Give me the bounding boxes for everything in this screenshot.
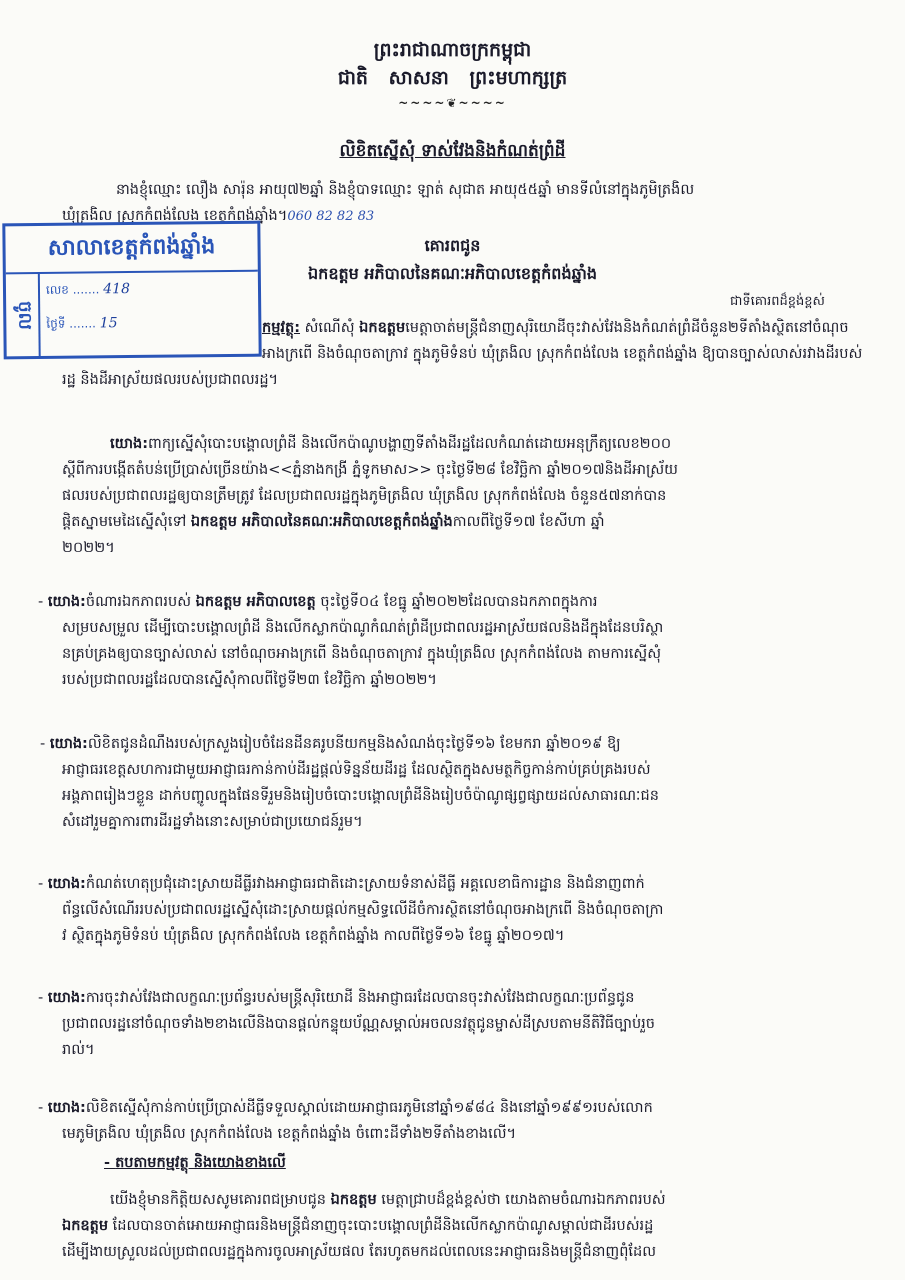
ref4-label: យោង: [47, 876, 86, 892]
stamp-office: សាលាខេត្តកំពង់ឆ្នាំង [5, 224, 257, 275]
ref4-line-3: វ ស្ថិតក្នុងភូមិទំនប់ ឃុំត្រងិល ស្រុកកំពង់លែង ខេត្តកំពង់ឆ្នាំង កាលពីថ្ងៃទី១៦ ខែធ្នូ ឆ្នាំ២០១៧។ [62, 928, 565, 944]
stamp-date-label: ថ្ងៃទី [46, 316, 66, 331]
intro-line-1: នាងខ្ញុំឈ្មោះ លឿង សារ៉ុន អាយុ៧២ឆ្នាំ និងខ្ញុំបាទឈ្មោះ ឡាត់ សុជាត អាយុ៥៥ឆ្នាំ មានទីលំនៅក្នុងភូមិត្រងិល [116, 182, 695, 198]
stamp-date-row: ថ្ងៃទី ....... 15 [46, 315, 118, 332]
recipient-note: ជាទីគោរពដ៏ខ្ពង់ខ្ពស់ [730, 294, 825, 309]
ref2-line-3: នគ្រប់គ្រងឲ្យបានច្បាស់លាស់ នៅចំណុចអាងក្រពើ និងចំណុចតាក្រាវ ក្នុងឃុំត្រងិល ស្រុកកំពង់លែង តាមការស្នើសុំ [62, 646, 662, 662]
ref6-line-1: - យោង:លិខិតស្នើសុំកាន់កាប់ប្រើប្រាស់ដីធ្លីទទួលស្គាល់ដោយអាជ្ញាធរភូមិនៅឆ្នាំ១៩៨៤ និងនៅឆ្នាំ១៩៩១របស់លោក [38, 1100, 653, 1116]
ref3-line-1: - យោង:លិខិតជូនដំណឹងរបស់ក្រសួងរៀបចំដែនដីនគរូបនីយកម្មនិងសំណង់ចុះថ្ងៃទី១៦ ខែមករា ឆ្នាំ២០១៩ ឱ្យ [40, 736, 621, 752]
stamp-number-row: លេខ ....... 418 [45, 281, 131, 298]
letter-title: លិខិតស្នើសុំ ទាស់វែងនិងកំណត់ព្រំដី [339, 141, 566, 161]
ref3-line-4: សំដៅរួមគ្នាការពារដីរដ្ឋទាំងនោះសម្រាប់ជាប្រយោជន៍រួម។ [62, 814, 363, 830]
ref1-line-5: ២០២២។ [62, 540, 115, 556]
ref1-label: យោង: [110, 436, 149, 452]
handwritten-phone: 060 82 82 83 [287, 209, 375, 224]
kingdom-heading: ព្រះរាជាណាចក្រកម្ពុជា [373, 39, 532, 61]
stamp-date-value: 15 [99, 315, 118, 332]
stamp-side-label: ចូល [6, 274, 41, 356]
closing-line-3: ដើម្បីងាយស្រួលដល់ប្រជាពលរដ្ឋក្នុងការចូលអាស្រ័យផល តែរហូតមកដល់ពេលនេះអាជ្ញាធរនិងមន្ត្រីជំនាញពុំដែល [62, 1244, 657, 1260]
recipient-name: ឯកឧត្ដម អភិបាលនៃគណៈអភិបាលខេត្តកំពង់ឆ្នាំង [308, 264, 597, 283]
ref5-line-3: រាល់។ [62, 1042, 95, 1058]
intro-address: ឃុំត្រងិល ស្រុកកំពង់លែង ខេត្តកំពង់ឆ្នាំង។ [62, 208, 288, 224]
ref5-label: យោង: [47, 990, 86, 1006]
ornament-divider: ~~~~❦~~~~ [398, 96, 507, 110]
ref3-line-2: អាជ្ញាធរខេត្តសហការជាមួយអាជ្ញាធរកាន់កាប់ដីរដ្ឋផ្ដល់ទិន្នន័យដីរដ្ឋ ដែលស្ថិតក្នុងសមត្ថកិច្ចកាន់កាប់គ្រប់គ្រងរបស់ [62, 762, 651, 778]
ref5-line-1: - យោង:ការចុះវាស់វែងជាលក្ខណៈប្រព័ន្ធរបស់មន្ត្រីសុរិយោដី និងអាជ្ញាធរដែលបានចុះវាស់វែងជាលក្ខណៈប្រព័ន្ធជូន [38, 990, 635, 1006]
ref4-line-2: ព័ន្ធលើសំណើររបស់ប្រជាពលរដ្ឋស្នើសុំដោះស្រាយផ្ដល់កម្មសិទ្ធលើដីចំការស្ថិតនៅចំណុចអាងក្រពើ និងចំណុចតាក្រា [62, 902, 664, 918]
ref2-label: យោង: [47, 594, 86, 610]
motto-heading: ជាតិ សាសនា ព្រះមហាក្សត្រ [337, 67, 568, 89]
following-heading: - តបតាមកម្មវត្ថុ និងយោងខាងលើ [104, 1155, 286, 1171]
ref2-line-4: របស់ប្រជាពលរដ្ឋដែលបានស្នើសុំកាលពីថ្ងៃទី២៣ ខែវិច្ឆិកា ឆ្នាំ២០២២។ [62, 672, 437, 688]
stamp-number-label: លេខ [45, 282, 69, 297]
closing-line-2: ឯកឧត្ដម ដែលបានចាត់អោយអាជ្ញាធរនិងមន្ត្រីជំនាញចុះបោះបង្គោលព្រំដីនិងលើកស្លាកប៉ាណូសម្គាល់ជាដីរបស់រដ្ឋ [62, 1218, 654, 1234]
ref6-line-2: មេភូមិត្រងិល ឃុំត្រងិល ស្រុកកំពង់លែង ខេត្តកំពង់ឆ្នាំង ចំពោះដីទាំង២ទីតាំងខាងលើ។ [62, 1126, 517, 1142]
subject-label: កម្មវត្ថុ: [262, 320, 301, 336]
ref6-label: យោង: [47, 1100, 86, 1116]
subject-line-2: អាងក្រពើ និងចំណុចតាក្រាវ ក្នុងភូមិទំនប់ ឃុំត្រងិល ស្រុកកំពង់លែង ខេត្តកំពង់ឆ្នាំង ឱ្យបានច្បាស់លាស់រវាងដីរបស់ [262, 346, 863, 362]
closing-line-1: យើងខ្ញុំមានកិត្តិយសសូមគោរពជម្រាបជូន ឯកឧត្ដម មេត្តាជ្រាបដ៏ខ្ពង់ខ្ពស់ថា យោងតាមចំណារឯកភាពរបស់ [110, 1192, 666, 1208]
ref1-line-3: ផលរបស់ប្រជាពលរដ្ឋឲ្យបានត្រឹមត្រូវ ដែលប្រជាពលរដ្ឋក្នុងភូមិត្រងិល ឃុំត្រងិល ស្រុកកំពង់លែង ចំនួន៥៧នាក់បាន [62, 488, 667, 504]
ref1-line-2: ស្ដីពីការបង្កើតតំបន់ប្រើប្រាស់ច្រើនយ៉ាង<<ភ្នំនាងកង្រី ភ្នំទូកមាស>> ចុះថ្ងៃទី២៨ ខែវិច្ឆិកា ឆ្នាំ២០១៧និងដីអាស្រ័យ [62, 462, 678, 478]
ref2-line-1: - យោង:ចំណារឯកភាពរបស់ ឯកឧត្ដម អភិបាលខេត្ត ចុះថ្ងៃទី០៤ ខែធ្នូ ឆ្នាំ២០២២ដែលបានឯកភាពក្នុងការ [38, 594, 598, 610]
ref3-label: យោង: [49, 736, 88, 752]
ref4-line-1: - យោង:កំណត់ហេតុប្រជុំដោះស្រាយដីធ្លីរវាងអាជ្ញាធរជាតិដោះស្រាយទំនាស់ដីធ្លី អគ្គលេខាធិការដ្ឋាន និងជំនាញពាក់ [38, 876, 645, 892]
stamp-number-value: 418 [103, 281, 131, 298]
ref5-line-2: ប្រជាពលរដ្ឋនៅចំណុចទាំង២ខាងលើនិងបានផ្ដល់កន្ទុយប័ណ្ណសម្គាល់អចលនវត្ថុជូនម្ចាស់ដីស្របតាមនីតិវិធីច្បាប់រួច [62, 1016, 655, 1032]
ref1-line-1: យោង:ពាក្យស្នើសុំបោះបង្គោលព្រំដី និងលើកប៉ាណូបង្ហាញទីតាំងដីរដ្ឋដែលកំណត់ដោយអនុក្រឹត្យលេខ២០០ [110, 436, 672, 452]
subject-line-1: កម្មវត្ថុ: សំណើសុំ ឯកឧត្ដមមេត្តាចាត់មន្ត្រីជំនាញសុរិយោដីចុះវាស់វែងនិងកំណត់ព្រំដីចំនួន២ទីតាំងស្ថិតនៅចំណុច [262, 320, 849, 336]
subject-line-3: រដ្ឋ និងដីអាស្រ័យផលរបស់ប្រជាពលរដ្ឋ។ [62, 372, 279, 388]
ref3-line-3: អង្គភាពរៀងៗខ្លួន ដាក់បញ្ចូលក្នុងផែនទីរួមនិងរៀបចំបោះបង្គោលព្រំដីនិងរៀបចំប៉ាណូផ្សព្វផ្សាយដល់សាធារណៈជន [62, 788, 659, 804]
recipient-to: គោរពជូន [424, 236, 481, 255]
ref1-line-4: ផ្ដិតស្នាមមេដៃស្នើសុំទៅ ឯកឧត្ដម អភិបាលនៃគណៈអភិបាលខេត្តកំពង់ឆ្នាំងកាលពីថ្ងៃទី១៧ ខែសីហា ឆ្នាំ [62, 514, 605, 530]
ref2-line-2: សម្របសម្រួល ដើម្បីបោះបង្គោលព្រំដី និងលើកស្លាកប៉ាណូកំណត់ព្រំដីប្រជាពលរដ្ឋអាស្រ័យផលនិងដីក្នុងដែនបរិស្ថា [62, 620, 664, 636]
